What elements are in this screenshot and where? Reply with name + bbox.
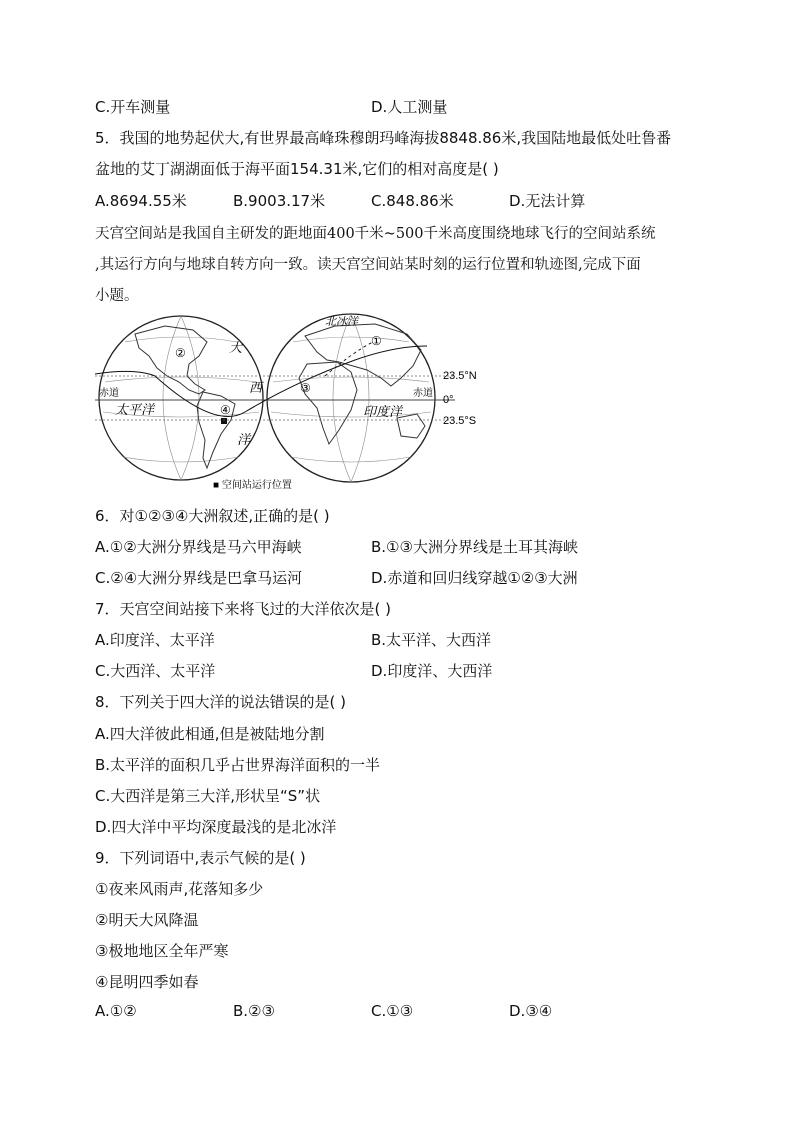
passage-line1: 天宫空间站是我国自主研发的距地面400千米~500千米高度围绕地球飞行的空间站系统 xyxy=(95,226,656,242)
map-label-3: ③ xyxy=(300,381,311,395)
q9-option-d: D.③④ xyxy=(509,1002,553,1020)
q5-stem-line1: 5．我国的地势起伏大,有世界最高峰珠穆朗玛峰海拔8848.86米,我国陆地最低处吐鲁番 xyxy=(95,129,672,147)
q4-option-c: C.开车测量 xyxy=(95,98,171,116)
q5-option-c: C.848.86米 xyxy=(371,192,454,210)
q9-stem: 9．下列词语中,表示气候的是( ) xyxy=(95,849,306,867)
north-america-shape xyxy=(135,326,207,394)
q9-item-4: ④昆明四季如春 xyxy=(95,973,199,991)
q9-option-c: C.①③ xyxy=(371,1002,414,1020)
q8-option-a: A.四大洋彼此相通,但是被陆地分割 xyxy=(95,725,325,743)
q9-item-2: ②明天大风降温 xyxy=(95,911,199,929)
station-position-marker xyxy=(221,418,227,424)
western-hemisphere xyxy=(99,316,264,480)
q7-option-b: B.太平洋、大西洋 xyxy=(371,631,492,649)
map-label-yang: 洋 xyxy=(237,432,251,447)
map-label-equator-left: 赤道 xyxy=(99,388,119,399)
lat-label-zero: 0° xyxy=(443,394,454,406)
q5-option-d: D.无法计算 xyxy=(509,192,586,210)
map-label-equator-right: 赤道 xyxy=(413,388,433,399)
q8-option-c: C.大西洋是第三大洋,形状呈“S”状 xyxy=(95,787,321,805)
q9-item-1: ①夜来风雨声,花落知多少 xyxy=(95,880,264,898)
africa-shape xyxy=(299,362,357,444)
q7-option-a: A.印度洋、太平洋 xyxy=(95,631,215,649)
map-label-xi: 西 xyxy=(249,380,263,395)
map-label-arctic: 北冰洋 xyxy=(325,316,358,328)
q5-stem-line2: 盆地的艾丁湖湖面低于海平面154.31米,它们的相对高度是( ) xyxy=(95,160,499,178)
q9-item-3: ③极地地区全年严寒 xyxy=(95,942,229,960)
map-label-pacific: 太平洋 xyxy=(115,402,155,417)
lat-label-south: 23.5°S xyxy=(443,415,477,427)
world-hemispheres-map xyxy=(95,312,495,494)
map-label-1: ① xyxy=(371,334,382,348)
passage-line3: 小题。 xyxy=(95,288,139,304)
q6-option-c: C.②④大洲分界线是巴拿马运河 xyxy=(95,569,303,587)
q9-option-a: A.①② xyxy=(95,1002,137,1020)
q6-option-a: A.①②大洲分界线是马六甲海峡 xyxy=(95,538,302,556)
q6-option-b: B.①③大洲分界线是土耳其海峡 xyxy=(371,538,578,556)
q7-option-d: D.印度洋、大西洋 xyxy=(371,662,493,680)
map-label-indian: 印度洋 xyxy=(363,404,403,419)
q8-option-d: D.四大洋中平均深度最浅的是北冰洋 xyxy=(95,818,337,836)
q6-stem: 6．对①②③④大洲叙述,正确的是( ) xyxy=(95,507,330,525)
q7-stem: 7．天宫空间站接下来将飞过的大洋依次是( ) xyxy=(95,600,392,618)
map-legend: ■ 空间站运行位置 xyxy=(213,480,292,491)
lat-label-north: 23.5°N xyxy=(443,370,477,382)
q5-option-a: A.8694.55米 xyxy=(95,192,187,210)
q8-stem: 8．下列关于四大洋的说法错误的是( ) xyxy=(95,693,347,711)
q4-option-d: D.人工测量 xyxy=(371,98,448,116)
map-label-da: 大 xyxy=(229,340,243,355)
q9-option-b: B.②③ xyxy=(233,1002,275,1020)
passage-line2: ,其运行方向与地球自转方向一致。读天宫空间站某时刻的运行位置和轨迹图,完成下面 xyxy=(95,257,641,273)
q6-option-d: D.赤道和回归线穿越①②③大洲 xyxy=(371,569,578,587)
q7-option-c: C.大西洋、太平洋 xyxy=(95,662,216,680)
eurasia-shape xyxy=(305,324,421,386)
q8-option-b: B.太平洋的面积几乎占世界海洋面积的一半 xyxy=(95,756,381,774)
map-label-2: ② xyxy=(175,346,186,360)
map-label-4: ④ xyxy=(220,403,231,417)
q5-option-b: B.9003.17米 xyxy=(233,192,326,210)
eastern-hemisphere xyxy=(267,314,435,482)
